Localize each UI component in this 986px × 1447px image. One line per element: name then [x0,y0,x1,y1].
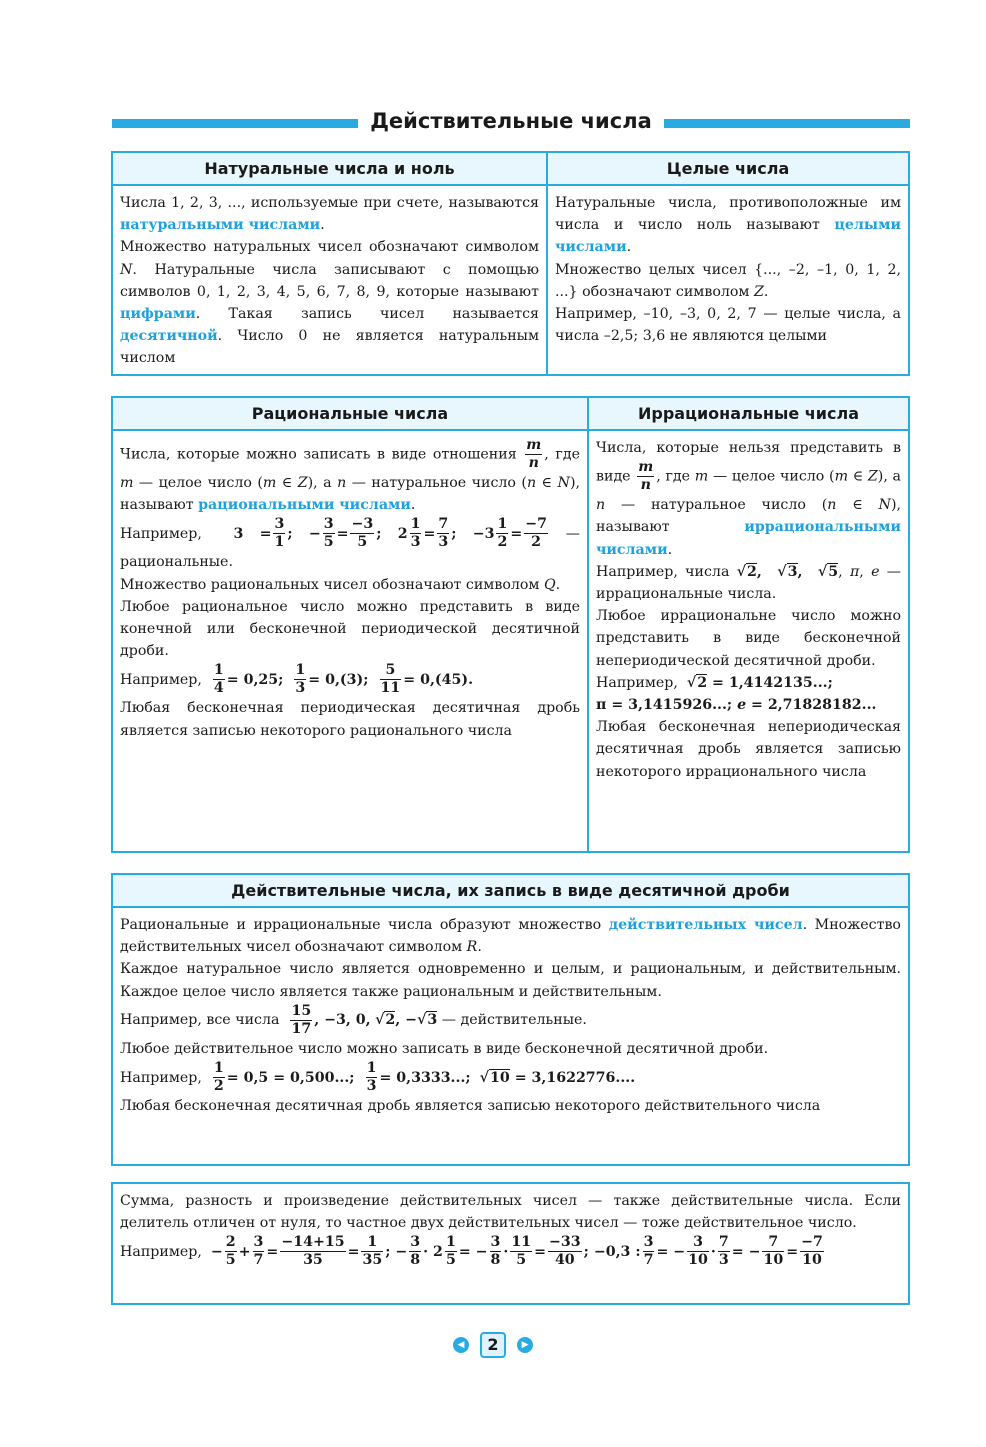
natural-numbers-column [113,153,546,374]
irrational-numbers-text: Числа, которые нельзя представить в виде $\frac{m}{n}$ , где m — целое число (m ∈ Z), а n — натуральное число (n ∈ N), называют иррациональными числами. Например, числа √2, √3, √5, π, e — иррациональные числа. Любое иррациональне число можно представить в виде бесконечной непериодической десятичной дроби. Например, √2 = 1,4142135...; π = 3,1415926...; e = 2,71828182... Любая бесконечная непериодическая десятичная дробь является записью некоторого иррационального числа [596,440,901,780]
integers-text: Натуральные числа, противоположные им числа и число ноль называют целыми числами. Множество целых чисел {..., –2, –1, 0, 1, 2, ...} обозначают символом Z. Например, –10, –3, 0, 2, 7 — целые числа, а числа –2,5; 3,6 не являются целыми [555,195,901,345]
section-natural-integers [111,151,910,376]
section-real-numbers [111,873,910,1166]
page-number: 2 [480,1332,506,1358]
section-rational-irrational [111,396,910,853]
real-example-2: Например, $\frac{1}{2}$ = 0,5 = 0,500...; $\frac{1}{3}$ = 0,3333...; √10 = 3,1622776.... [120,1060,636,1095]
rational-numbers-text: Числа, которые можно записать в виде отношения $\frac{m}{n}$ , где m — целое число (m ∈ Z), а n — натуральное число (n ∈ N), называют рациональными числами. Например, 3 = $\frac{3}{1}$ ; − $\frac{3}{5}$ = $\frac{-3}{5}$ ; 2 $\frac{1}{3}$ = $\frac{7}{3}$ ; −3 $\frac{1}{2}$ = $\frac{-7}{2}$ — рациональные. Множество рациональных чисел обозначают символом Q. Любое рациональное число можно представить в виде конечной или бесконечной периодической десятичной дроби. Например, $\frac{1}{4}$ = 0,25; $\frac{1}{3}$ = 0,(3); $\frac{5}{11}$ = 0,(45). Любая бесконечная периодическая десятичная дробь является записью некоторого рационального числа [120,437,580,739]
fraction: $\frac{m}{n}$ [638,459,654,494]
prev-page-icon[interactable]: ◀ [453,1337,469,1353]
rational-example-1: Например, 3 = $\frac{3}{1}$ ; − $\frac{3}{5}$ = $\frac{-3}{5}$ ; 2 $\frac{1}{3}$ = $\frac{7}{3}$ ; −3 $\frac{1}{2}$ = $\frac{-7}{2}$ — рациональные. [120,516,580,571]
integers-column [546,153,908,374]
natural-numbers-text: Числа 1, 2, 3, ..., используемые при счете, называются натуральными числами. Множество натуральных чисел обозначают символом N. Натуральные числа записывают с помощью символов 0, 1, 2, 3, 4, 5, 6, 7, 8, 9, которые называют цифрами. Такая запись чисел называется десятичной. Число 0 не является натуральным числом [120,195,539,367]
section-operations [111,1182,910,1305]
fraction: $\frac{m}{n}$ [526,437,542,471]
rational-numbers-heading: Рациональные числа [113,398,587,431]
operations-text: Сумма, разность и произведение действительных чисел — также действительные числа. Если делитель отличен от нуля, то частное двух действительных чисел — тоже действительное число. Например, − $\frac{2}{5}$ + $\frac{3}{7}$ = $\frac{-14+15}{35}$ = $\frac{1}{35}$ ; − $\frac{3}{8}$ · 2 $\frac{1}{5}$ = − $\frac{3}{8}$ · $\frac{11}{5}$ = $\frac{-33}{40}$ ; −0,3 : $\frac{3}{7}$ = − $\frac{3}{10}$ · $\frac{7}{3}$ = − $\frac{7}{10}$ = $\frac{-7}{10}$ [120,1193,901,1269]
irrational-numbers-heading: Иррациональные числа [589,398,908,431]
operations-example: Например, − $\frac{2}{5}$ + $\frac{3}{7}$ = $\frac{-14+15}{35}$ = $\frac{1}{35}$ ; − $\frac{3}{8}$ · 2 $\frac{1}{5}$ = − $\frac{3}{8}$ · $\frac{11}{5}$ = $\frac{-33}{40}$ ; −0,3 : $\frac{3}{7}$ = − $\frac{3}{10}$ · $\frac{7}{3}$ = − $\frac{7}{10}$ = $\frac{-7}{10}$ [120,1234,823,1269]
next-page-icon[interactable]: ▶ [517,1337,533,1353]
page-title: Действительные числа [112,109,910,133]
irrational-numbers-column [587,398,908,851]
real-numbers-heading: Действительные числа, их запись в виде десятичной дроби [113,875,908,908]
real-example-1: Например, все числа $\frac{15}{17}$ , −3, 0, √2, −√3 — действительные. [120,1002,587,1037]
page-navigation [0,1332,986,1358]
natural-numbers-heading: Натуральные числа и ноль [113,153,546,186]
page-header [112,108,910,138]
integers-heading: Целые числа [548,153,908,186]
rational-numbers-column [113,398,587,851]
real-numbers-text: Рациональные и иррациональные числа образуют множество действительных чисел. Множество действительных чисел обозначают символом R. Каждое натуральное число является одновременно и целым, и рациональным, и действительным. Каждое целое число является также рациональным и действительным. Например, все числа $\frac{15}{17}$ , −3, 0, √2, −√3 — действительные. Любое действительное число можно записать в виде бесконечной десятичной дроби. Например, $\frac{1}{2}$ = 0,5 = 0,500...; $\frac{1}{3}$ = 0,3333...; √10 = 3,1622776.... Любая бесконечная десятичная дробь является записью некоторого действительного числа [120,917,901,1115]
rational-example-2: Например, $\frac{1}{4}$ = 0,25; $\frac{1}{3}$ = 0,(3); $\frac{5}{11}$ = 0,(45). [120,662,474,697]
